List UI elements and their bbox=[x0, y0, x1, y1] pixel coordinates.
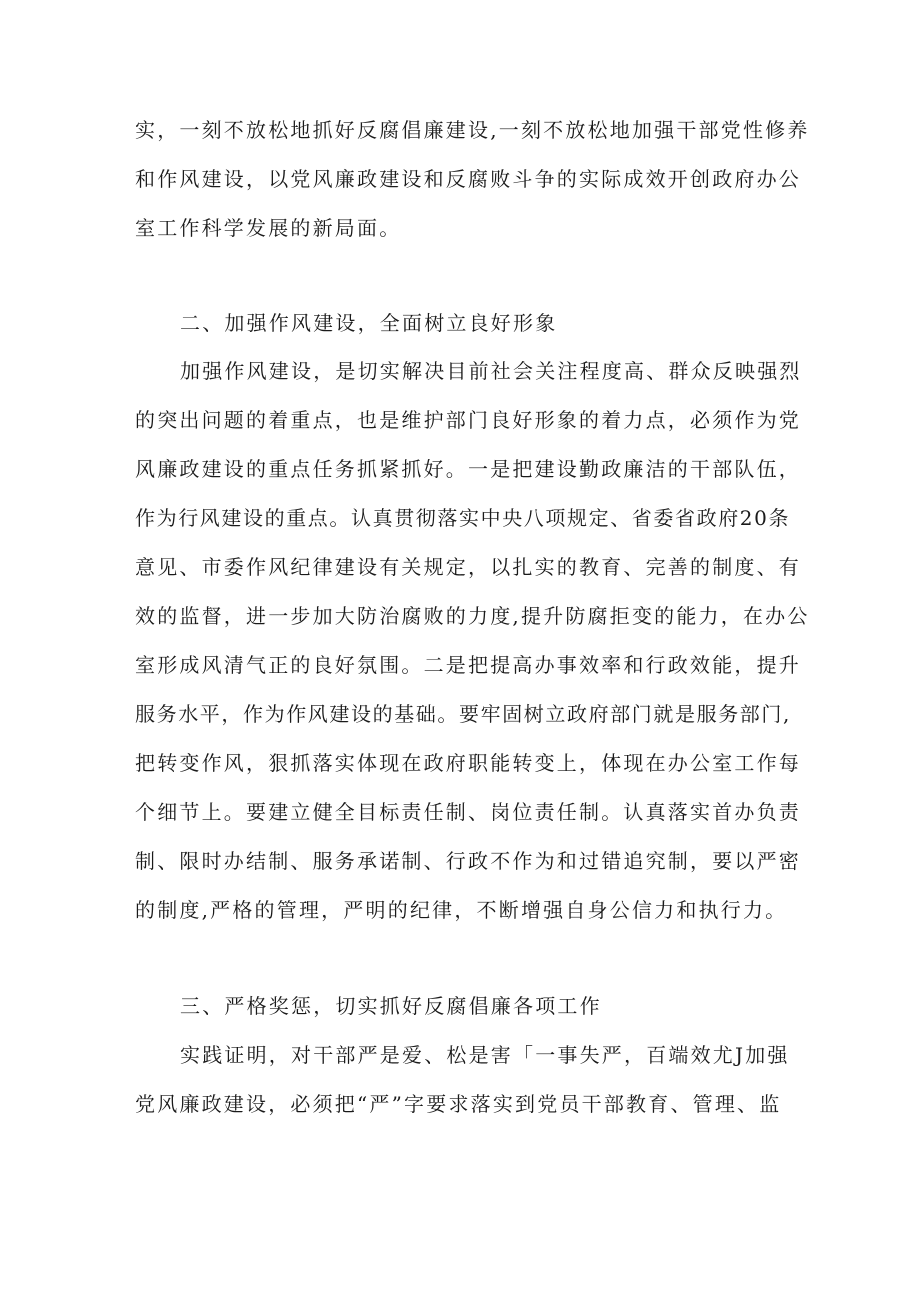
section-heading-3: 三、严格奖惩，切实抓好反腐倡廉各项工作 bbox=[180, 994, 602, 1018]
paragraph-line: 加强作风建设，是切实解决目前社会关注程度高、群众反映强烈 bbox=[180, 359, 802, 383]
paragraph-line: 把转变作风，狠抓落实体现在政府职能转变上，体现在办公室工作每 bbox=[135, 751, 801, 775]
paragraph-line: 服务水平，作为作风建设的基础。要牢固树立政府部门就是服务部门, bbox=[135, 702, 791, 726]
paragraph-line: 的制度,严格的管理，严明的纪律，不断增强自身公信力和执行力。 bbox=[135, 898, 788, 922]
paragraph-line: 室工作科学发展的新局面。 bbox=[135, 216, 402, 240]
paragraph-line: 风廉政建设的重点任务抓紧抓好。一是把建设勤政廉洁的干部队伍， bbox=[135, 457, 801, 481]
paragraph-line: 和作风建设，以党风廉政建设和反腐败斗争的实际成效开创政府办公 bbox=[135, 167, 801, 191]
paragraph-line: 作为行风建设的重点。认真贯彻落实中央八项规定、省委省政府20条 bbox=[135, 506, 791, 530]
section-heading-2: 二、加强作风建设，全面树立良好形象 bbox=[180, 311, 558, 335]
paragraph-line: 实践证明，对干部严是爱、松是害「一事失严，百端效尤J加强 bbox=[180, 1043, 790, 1067]
paragraph-line: 的突出问题的着重点，也是维护部门良好形象的着力点，必须作为党 bbox=[135, 408, 801, 432]
paragraph-line: 实，一刻不放松地抓好反腐倡廉建设,一刻不放松地加强干部党性修养 bbox=[135, 118, 810, 142]
paragraph-line: 室形成风清气正的良好氛围。二是把提高办事效率和行政效能，提升 bbox=[135, 653, 801, 677]
paragraph-line: 效的监督，进一步加大防治腐败的力度,提升防腐拒变的能力，在办公 bbox=[135, 604, 810, 628]
paragraph-line: 个细节上。要建立健全目标责任制、岗位责任制。认真落实首办负责 bbox=[135, 800, 801, 824]
paragraph-line: 制、限时办结制、服务承诺制、行政不作为和过错追究制，要以严密 bbox=[135, 849, 801, 873]
paragraph-line: 党风廉政建设，必须把“严”字要求落实到党员干部教育、管理、监 bbox=[135, 1092, 782, 1116]
paragraph-line: 意见、市委作风纪律建设有关规定，以扎实的教育、完善的制度、有 bbox=[135, 555, 801, 579]
